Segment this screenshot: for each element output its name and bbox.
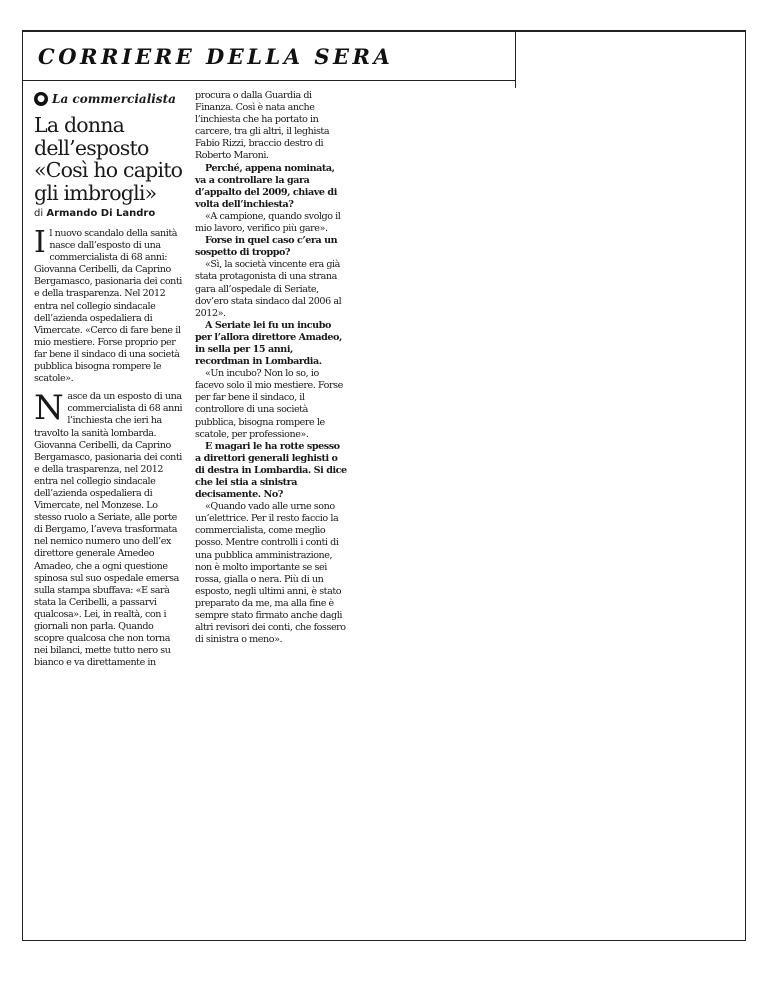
article-headline: La donna dell’esposto «Così ho capito gli imbrogli»: [34, 113, 183, 205]
newspaper-masthead: CORRIERE DELLA SERA: [38, 44, 394, 69]
article-column-2: [195, 90, 347, 646]
kicker: [34, 92, 184, 106]
frame-left-rule: [22, 30, 23, 940]
frame-right-rule: [745, 30, 746, 940]
interview-answer: «Sì, la società vincente era già stata protagonista di una strana gara all’ospedale di Seriate, dov’ero stata sindaco dal 2006 al 2012».: [195, 259, 342, 319]
article-column-1: [34, 92, 184, 669]
interview-question: Forse in quel caso c’era un sospetto di troppo?: [195, 235, 338, 259]
summary-text: l nuovo scandalo della sanità nasce dall’esposto di una commercialista di 68 anni: Giovanna Ceribelli, da Caprino Bergamasco, pasionaria dei conti e della trasparenza. Nel 2012 entra nel collegio sindacale dell’azienda ospedaliera di Vimercate. «Cerco di fare bene il mio mestiere. Forse proprio per far bene il sindaco di una società pubblica bisogna rompere le scatole».: [34, 228, 182, 385]
frame-bottom-rule: [22, 940, 746, 941]
interview-question: E magari le ha rotte spesso a direttori generali leghisti o di destra in Lombardia. Si dice che lei stia a sinistra decisamente. No?: [195, 440, 347, 501]
kicker-label: La commercialista: [52, 92, 176, 106]
article-summary: [34, 225, 184, 385]
interview-answer: «Quando vado alle urne sono un’elettrice. Per il resto faccio la commercialista, come meglio posso. Mentre controlli i conti di una pubblica amministrazione, non è molto importante se sei rossa, gialla o nera. Più di un esposto, negli ultimi anni, è stato preparato da me, ma alla fine è sempre stato firmato anche dagli altri revisori dei conti, che fossero di sinistra o meno».: [195, 501, 346, 646]
interview-answer: «Un incubo? Non lo so, io facevo solo il mio mestiere. Forse per far bene il sindaco, il controllore di una società pubblica, bisogna rompere le scatole, per professione».: [195, 368, 343, 440]
byline: [34, 208, 184, 219]
interview-answer: «A campione, quando svolgo il mio lavoro, verifico più gare».: [195, 210, 341, 235]
summary-dropcap: I: [34, 225, 46, 260]
interview-question: A Seriate lei fu un incubo per l’allora direttore Amadeo, in sella per 15 anni, recordman in Lombardia.: [195, 319, 342, 368]
byline-author: Armando Di Landro: [46, 208, 156, 219]
byline-prefix: di: [34, 208, 44, 219]
microphone-icon: ●: [34, 92, 48, 106]
frame-top-rule: [22, 30, 746, 32]
body-continuation: procura o dalla Guardia di Finanza. Così è nata anche l’inchiesta che ha portato in carcere, tra gli altri, il leghista Fabio Rizzi, braccio destro di Roberto Maroni.: [195, 90, 330, 162]
masthead-underline: [22, 80, 516, 81]
body-dropcap: N: [34, 388, 64, 429]
interview-question: Perché, appena nominata, va a controllare la gara d’appalto del 2009, chiave di volta dell’inchiesta?: [195, 162, 337, 210]
body-text: asce da un esposto di una commercialista di 68 anni l’inchiesta che ieri ha travolto la sanità lombarda. Giovanna Ceribelli, da Caprino Bergamasco, pasionaria dei conti e della trasparenza, nel 2012 entra nel collegio sindacale dell’azienda ospedaliera di Vimercate, nel Monzese. Lo stesso ruolo a Seriate, alle porte di Bergamo, l’aveva trasformata nel nemico numero uno dell’ex direttore generale Amedeo Amadeo, che a ogni questione spinosa sul suo ospedale emersa sulla stampa sbuffava: «E sarà stata la Ceribelli, a passarvi qualcosa». Lei, in realtà, con i giornali non parla. Quando scopre qualcosa che non torna nei bilanci, mette tutto nero su bianco e va direttamente in: [34, 391, 183, 669]
article-body-column-1: [34, 388, 184, 669]
